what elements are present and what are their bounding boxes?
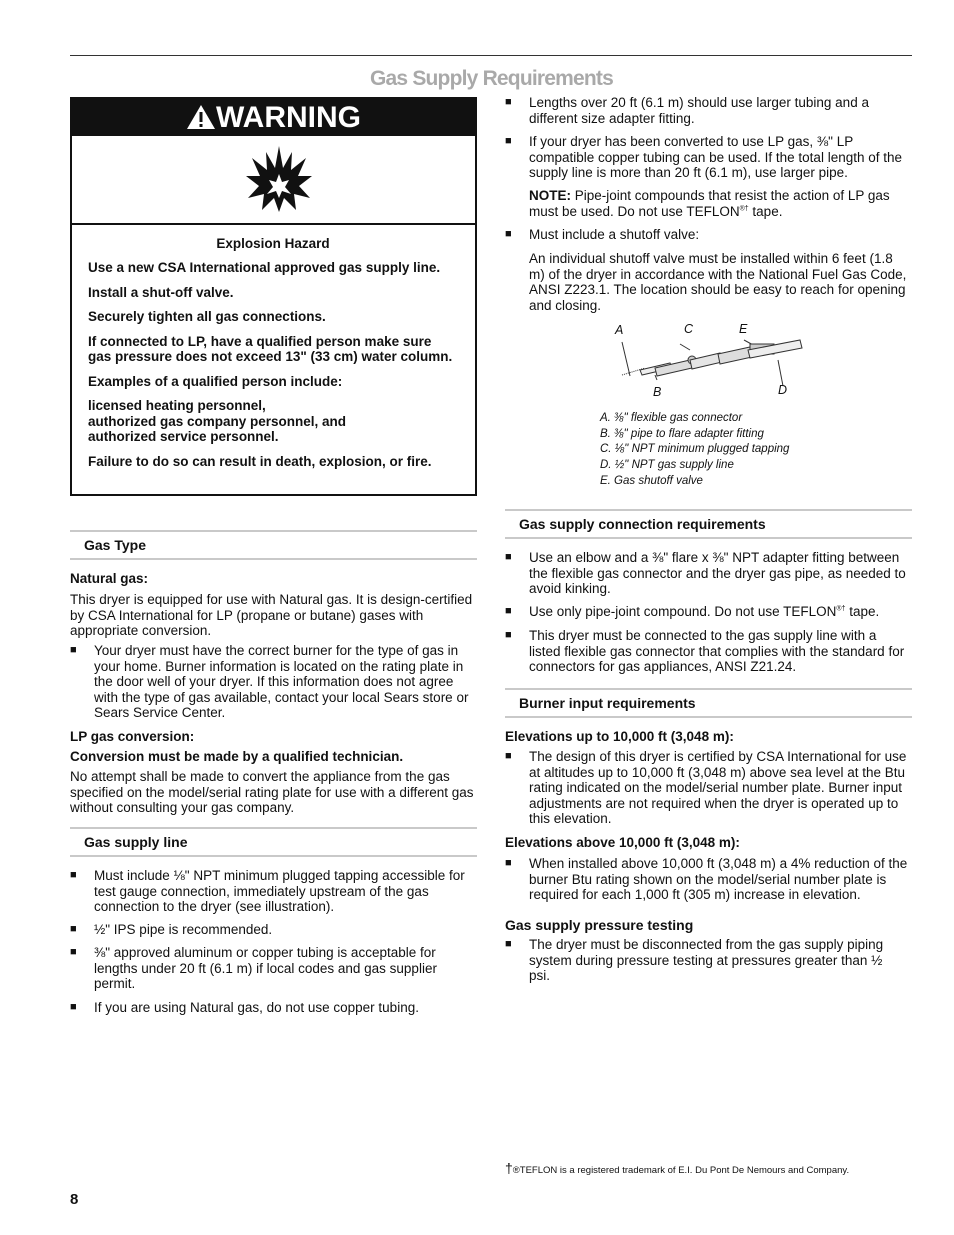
list-item-text: ½" IPS pipe is recommended. [94,922,273,937]
note-text: Pipe-joint compounds that resist the action of LP gas must be used. Do not use TEFLON [529,188,890,219]
pressure-testing-heading: Gas supply pressure testing [505,917,694,933]
warning-line: If connected to LP, have a qualified person make sure gas pressure does not exceed 13" (33 cm) water column. [88,333,453,365]
explosion-icon [244,146,314,214]
list-item-text: The dryer must be disconnected from the gas supply piping system during pressure testing at pressures greater than ½ psi. [529,937,884,984]
diagram-caption: C. ⅛" NPT minimum plugged tapping [600,443,790,455]
lp-conversion-note: Conversion must be made by a qualified technician. [70,749,404,764]
list-item [505,749,910,827]
list-item [505,937,905,984]
list-item-text: tape. [845,604,880,619]
dagger-mark: † [505,1160,513,1176]
explosion-icon-panel [72,136,475,225]
diagram-caption: D. ½" NPT gas supply line [600,459,734,471]
list-item-text: Use an elbow and a ⅜" flare x ⅜" NPT adapter fitting between the flexible gas connector and the dryer gas pipe, as needed to avoid kinking. [529,550,906,597]
diagram-caption: A. ⅜" flexible gas connector [600,412,743,424]
list-item-text: If your dryer has been converted to use LP gas, ⅜" LP compatible copper tubing can be used. If the total length of the supply line is more than 20 ft (6.1 m), use larger pipe. [529,134,903,181]
list-item-text: Must include a shutoff valve: [529,227,700,242]
warning-triangle-icon [186,104,216,130]
diagram-label-e: E [739,322,748,336]
section-heading-burner: Burner input requirements [505,688,912,718]
top-rule [70,55,912,56]
warning-hazard-title: Explosion Hazard [216,236,330,251]
diagram-label-d: D [778,383,788,397]
registered-mark: ®† [739,205,749,213]
list-item-text: Lengths over 20 ft (6.1 m) should use larger tubing and a different size adapter fitting. [529,95,869,126]
section-heading-connection: Gas supply connection requirements [505,509,912,539]
warning-line: Install a shut-off valve. [88,284,234,300]
list-item [70,945,470,992]
flexible-connector-illustration [622,340,802,386]
page-title: Gas Supply Requirements [370,67,614,90]
list-item-text: This dryer must be connected to the gas supply line with a listed flexible gas connector that complies with the standard for connectors for gas appliances, ANSI Z21.24. [529,628,905,675]
list-item-text: Must include ⅛" NPT minimum plugged tapping accessible for test gauge connection, immediately upstream of the gas connection to the dryer (see illustration). [94,868,465,915]
list-item [505,95,910,126]
diagram-label-a: A [615,323,624,337]
diagram-label-c: C [684,322,694,336]
warning-line: Failure to do so can result in death, explosion, or fire. [88,453,432,469]
lp-note [529,188,911,219]
warning-line: Examples of a qualified person include: [88,373,343,389]
list-item [70,643,477,721]
note-text: tape. [748,203,783,219]
list-item [70,922,470,938]
section-heading-gas-supply-line: Gas supply line [70,827,477,857]
warning-line: Securely tighten all gas connections. [88,309,326,325]
trademark-footnote [505,1161,849,1179]
elevation-above-label: Elevations above 10,000 ft (3,048 m): [505,835,740,850]
warning-line: licensed heating personnel, [88,397,266,413]
warning-line: authorized gas company personnel, and [88,413,347,429]
diagram-caption: E. Gas shutoff valve [600,475,703,487]
warning-body [88,236,458,478]
warning-header [72,99,475,136]
warning-line: Use a new CSA International approved gas supply line. [88,260,441,276]
shutoff-valve-text: An individual shutoff valve must be installed within 6 feet (1.8 m) of the dryer in accordance with the National Fuel Gas Code, ANSI Z223.1. The location should be easy to reach for opening and closing. [529,251,907,313]
diagram-label-b: B [653,385,662,399]
warning-line: authorized service personnel. [88,429,279,445]
note-label: NOTE: [529,188,571,203]
list-item [505,628,910,675]
list-item-text: Use only pipe-joint compound. Do not use TEFLON [529,604,837,619]
warning-label: WARNING [216,101,361,134]
natural-gas-text: This dryer is equipped for use with Natural gas. It is design-certified by CSA International for LP (propane or butane) gases with appropriate conversion. [70,592,473,639]
list-item-text: ⅜" approved aluminum or copper tubing is acceptable for lengths under 20 ft (6.1 m) if local codes and gas supplier permit. [94,945,437,992]
list-item [505,550,910,597]
list-item-text: The design of this dryer is certified by CSA International for use at altitudes up to 10,000 ft (3,048 m) above sea level at the Btu rating indicated on the model/serial number plate. Burner input adjustments are not required when the dryer is operated up to this elevation. [529,749,907,827]
diagram-caption: B. ⅜" pipe to flare adapter fitting [600,428,764,440]
list-item-text: Your dryer must have the correct burner for the type of gas in your home. Burner information is located on the rating plate in the door well of your dryer. If this information does not agree with the type of gas available, contact your local Sears store or Sears Service Center. [94,643,469,721]
list-item [70,868,470,915]
lp-conversion-text: No attempt shall be made to convert the appliance from the gas specified on the model/serial rating plate for use with a different gas without consulting your gas company. [70,769,474,816]
footnote-text: is a registered trademark of E.I. Du Pont De Nemours and Company. [557,1165,850,1176]
lp-conversion-label: LP gas conversion: [70,729,195,744]
list-item [505,604,910,620]
list-item-text: If you are using Natural gas, do not use copper tubing. [94,1000,419,1015]
list-item [505,134,910,181]
page-number: 8 [70,1191,79,1208]
warning-box [70,97,477,496]
natural-gas-label: Natural gas: [70,571,149,586]
list-item-text: When installed above 10,000 ft (3,048 m) a 4% reduction of the burner Btu rating shown on the model/serial number plate is required for each 1,000 ft (305 m) increase in elevation. [529,856,908,903]
section-heading-gas-type: Gas Type [70,530,477,560]
elevation-up-label: Elevations up to 10,000 ft (3,048 m): [505,729,734,744]
teflon-mark: ®TEFLON [512,1165,558,1176]
list-item [70,1000,470,1016]
registered-mark: ®† [836,605,846,613]
list-item [505,856,912,903]
list-item [505,227,910,243]
